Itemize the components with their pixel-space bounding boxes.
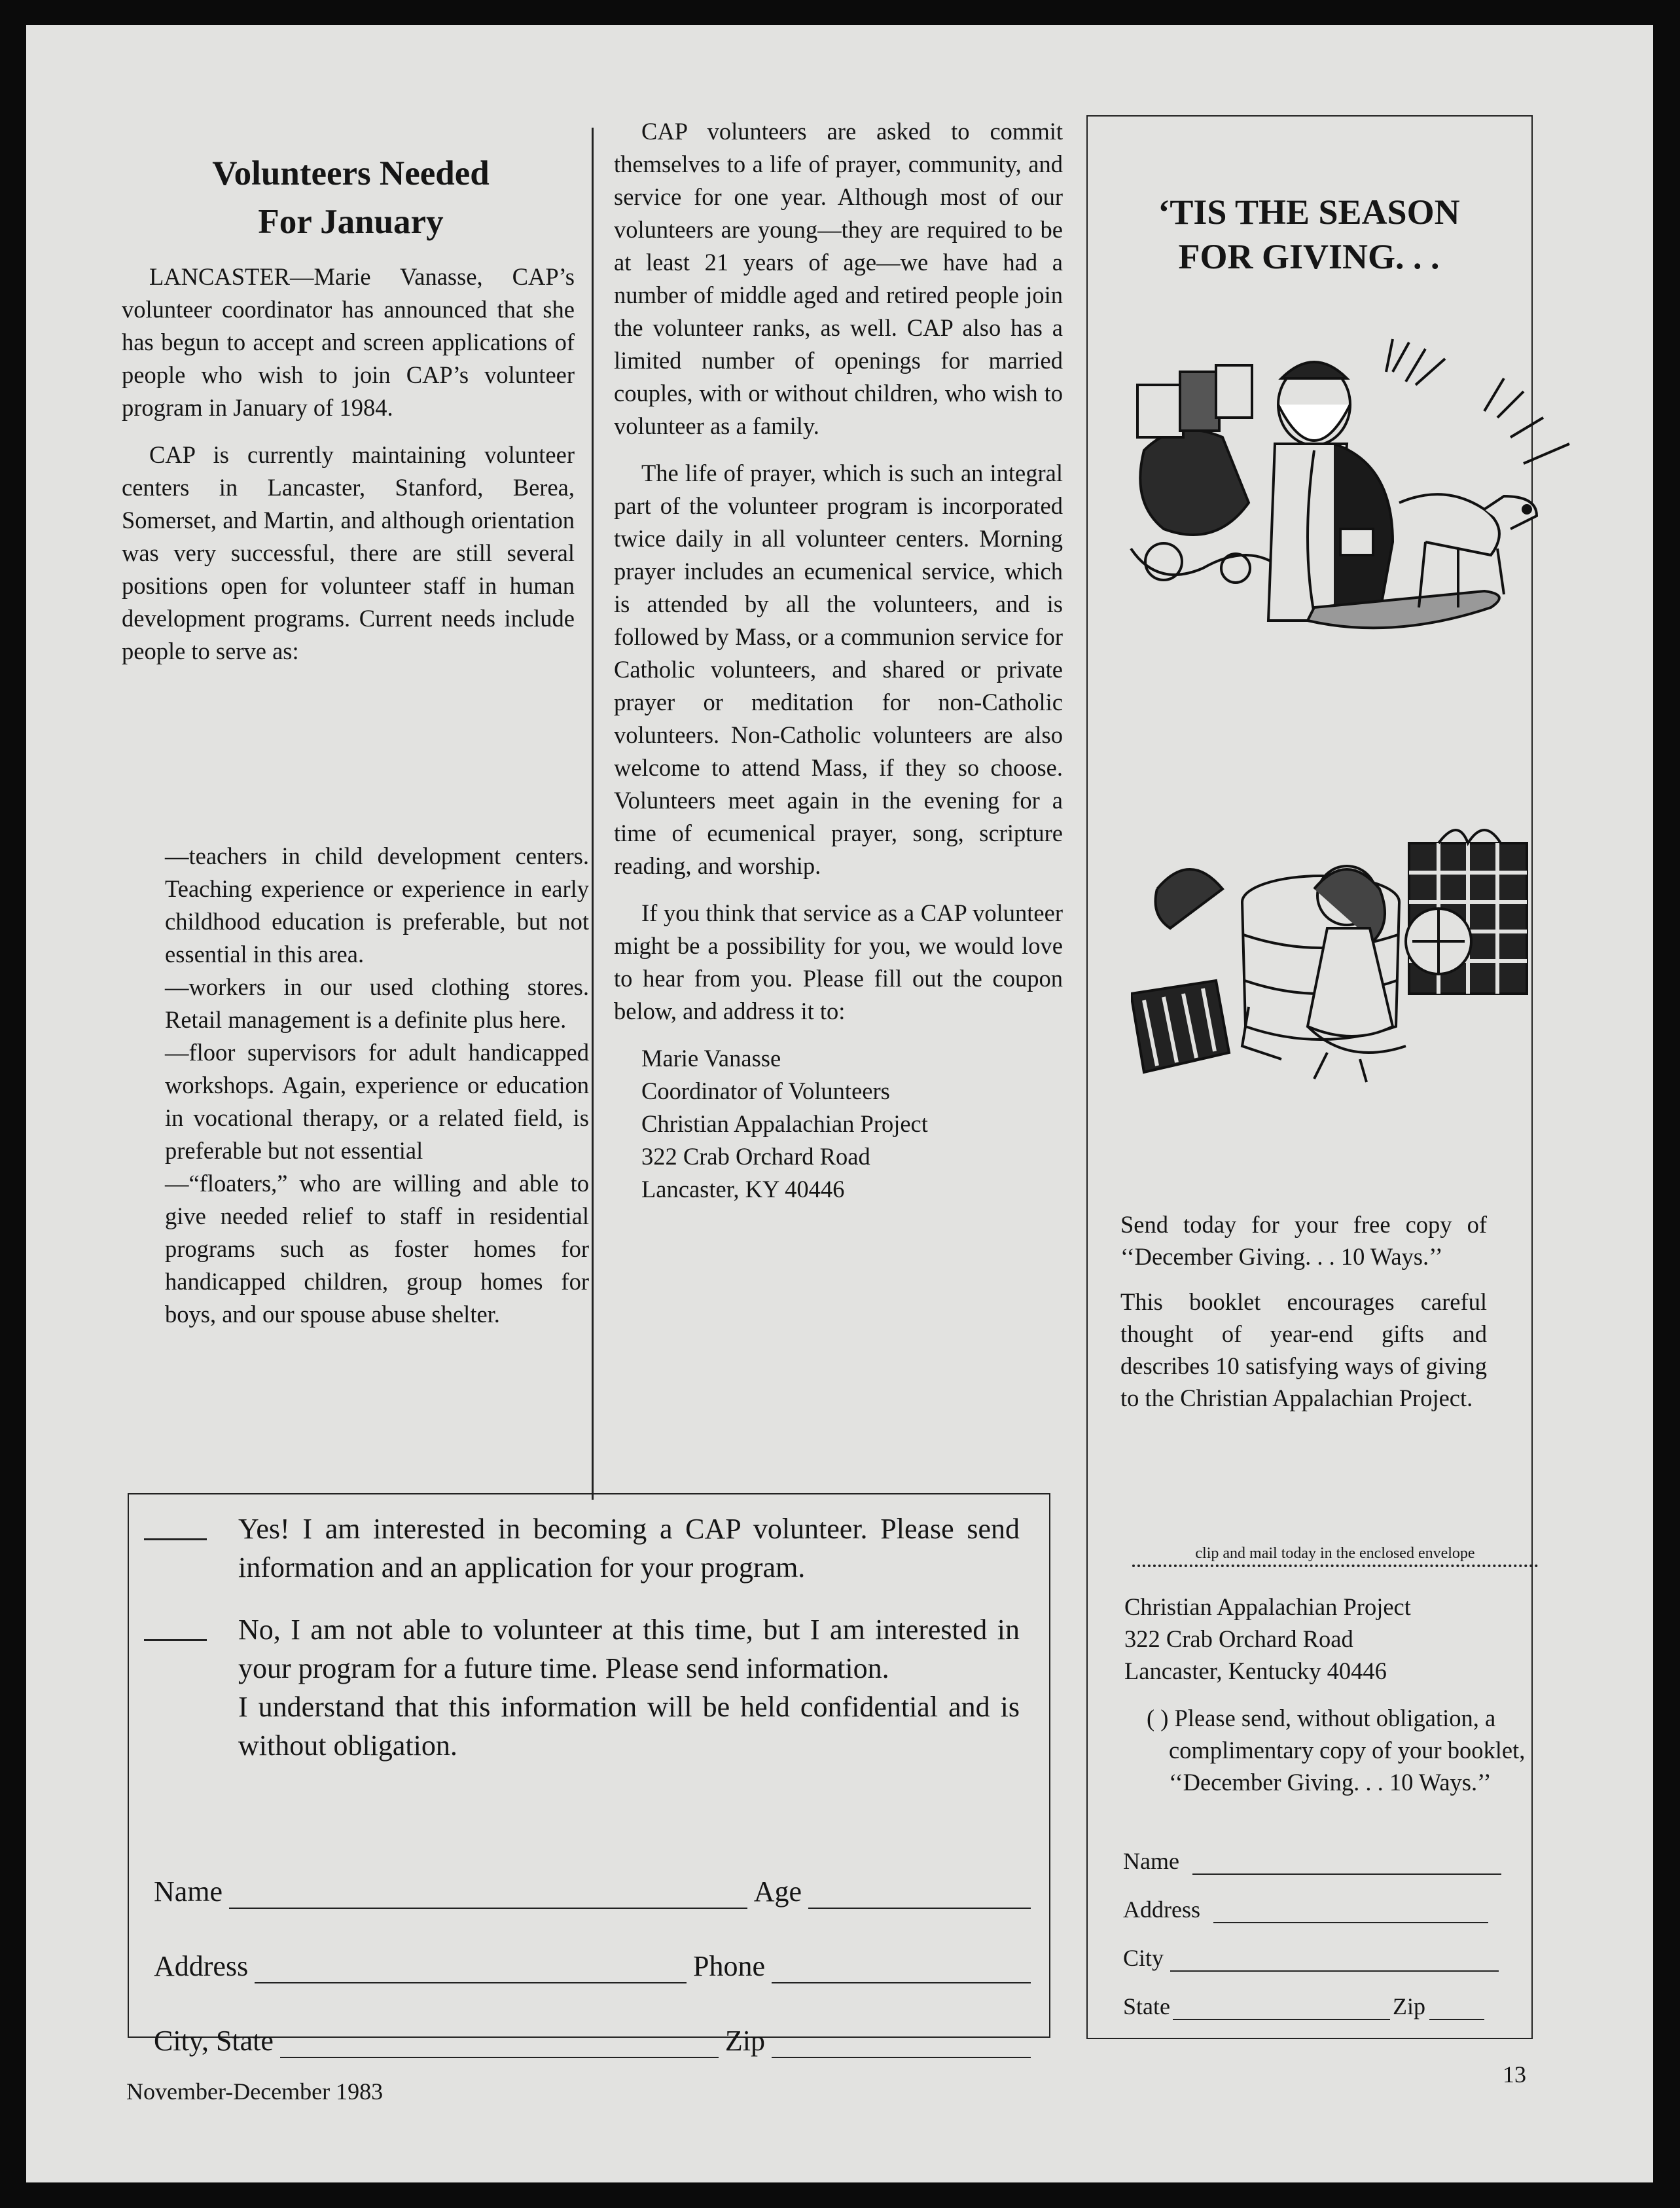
- zip-label: Zip: [1392, 1993, 1425, 2019]
- paragraph: If you think that service as a CAP volunteer might be a possibility for you, we would love to hear from you. Please fill out the coupon below, and address it to:: [614, 899, 1063, 1024]
- middle-article: [614, 115, 1063, 1206]
- phone-field[interactable]: [772, 1957, 1031, 1983]
- paragraph: The life of prayer, which is such an integral part of the volunteer program is incorporated twice daily in all volunteer centers. Morning prayer includes an ecumenical service, which is attended by all the volunteers, and is followed by Mass, or a communion service for Catholic volunteers, and shared or private prayer or meditation for non-Catholic volunteers. Non-Catholic volunteers are also welcome to attend Mass, if they so choose. Volunteers meet again in the evening for a time of ecumenical prayer, song, scripture reading, and worship.: [614, 460, 1063, 879]
- left-article: [122, 149, 580, 246]
- option-no: [144, 1610, 1047, 1765]
- name-field[interactable]: [1192, 1853, 1501, 1875]
- list-item: —floor supervisors for adult handicapped workshops. Again, experience or education in vocational therapy, or a related field, is preferable but not essential: [165, 1039, 589, 1164]
- city-field[interactable]: [1170, 1949, 1499, 1972]
- yes-checkbox-line[interactable]: [144, 1510, 207, 1540]
- address-line: Christian Appalachian Project: [641, 1110, 928, 1137]
- santa-sleigh-illustration: [1118, 333, 1609, 699]
- sidebar-copy: [1120, 1208, 1487, 1414]
- booklet-description: This booklet encourages careful thought of year-end gifts and describes 10 satisfying ways of giving to the Christian Appalachian Project.: [1120, 1288, 1487, 1411]
- paragraph: CAP volunteers are asked to commit themselves to a life of prayer, community, and service for one year. Although most of our volunteers are young—they are required to be at least 21 years of age—we have had a number of middle aged and retired people join the volunteer ranks, as well. CAP also has a limited number of openings for married couples, with or without children, who wish to volunteer as a family.: [614, 118, 1063, 439]
- address-line: Lancaster, Kentucky 40446: [1124, 1657, 1387, 1684]
- name-label: Name: [1123, 1848, 1179, 1874]
- sidebar-row-name: [1123, 1847, 1529, 1875]
- address-line: 322 Crab Orchard Road: [1124, 1625, 1353, 1652]
- clip-line: [1132, 1542, 1538, 1567]
- name-field[interactable]: [229, 1883, 747, 1909]
- sidebar-title: [1086, 190, 1531, 279]
- state-label: State: [1123, 1993, 1170, 2019]
- gifts-toys-illustration: [1131, 810, 1537, 1085]
- sidebar-row-address: [1123, 1896, 1529, 1923]
- list-item: —teachers in child development centers. Teaching experience or experience in early childhood education is preferable, but not essential in this area.: [165, 842, 589, 968]
- clip-note: clip and mail today in the enclosed envelope: [1195, 1545, 1475, 1562]
- coupon-options: [144, 1510, 1047, 1765]
- issue-date: November-December 1983: [126, 2078, 384, 2105]
- sidebar-row-state: [1123, 1993, 1529, 2020]
- magazine-page: [26, 25, 1653, 2182]
- address-label: Address: [1123, 1896, 1200, 1923]
- age-label: Age: [753, 1875, 802, 1908]
- sidebar-title-line-1: ‘TIS THE SEASON: [1158, 192, 1460, 232]
- mailing-address: [614, 1042, 1063, 1206]
- address-line: 322 Crab Orchard Road: [641, 1143, 870, 1170]
- sidebar-row-city: [1123, 1944, 1529, 1972]
- confidential-note: I understand that this information will be held confidential and is without obligation.: [238, 1691, 1020, 1762]
- column-divider: [592, 128, 594, 1500]
- option-yes: [144, 1510, 1047, 1587]
- needs-list: [165, 840, 589, 1331]
- coupon-row-name: [154, 1875, 1031, 1909]
- address-field[interactable]: [255, 1957, 687, 1983]
- zip-field[interactable]: [1429, 1998, 1484, 2020]
- left-article-body: [122, 261, 575, 682]
- paragraph: LANCASTER—Marie Vanasse, CAP’s volunteer coordinator has announced that she has begun to accept and screen applications of people who wish to join CAP’s volunteer program in January of 1984.: [122, 263, 575, 421]
- article-headline: [122, 149, 580, 246]
- address-label: Address: [154, 1950, 249, 1982]
- booklet-request-text: ( ) Please send, without obligation, a complimentary copy of your booklet, ‘‘December Giving. . . 10 Ways.’’: [1147, 1705, 1526, 1796]
- address-field[interactable]: [1213, 1901, 1488, 1923]
- sidebar-mail-address: [1124, 1591, 1491, 1687]
- headline-line-2: For January: [258, 203, 444, 241]
- coupon-row-address: [154, 1949, 1031, 1983]
- city-state-label: City, State: [154, 2025, 274, 2057]
- send-today-text: Send today for your free copy of ‘‘December Giving. . . 10 Ways.’’: [1120, 1211, 1487, 1270]
- page-number: 13: [1503, 2061, 1526, 2088]
- no-checkbox-line[interactable]: [144, 1610, 207, 1641]
- city-label: City: [1123, 1945, 1164, 1971]
- needs-list-container: [165, 840, 589, 1331]
- name-label: Name: [154, 1875, 223, 1908]
- address-line: Lancaster, KY 40446: [641, 1176, 845, 1203]
- zip-label: Zip: [724, 2025, 765, 2057]
- address-line: Coordinator of Volunteers: [641, 1077, 890, 1104]
- list-item: —“floaters,” who are willing and able to give needed relief to staff in residential programs such as foster homes for handicapped children, group homes for boys, and our spouse abuse shelter.: [165, 1170, 589, 1328]
- coupon-row-city: [154, 2024, 1031, 2058]
- address-line: Marie Vanasse: [641, 1045, 781, 1072]
- city-state-field[interactable]: [280, 2032, 719, 2058]
- zip-field[interactable]: [772, 2032, 1031, 2058]
- option-yes-text: Yes! I am interested in becoming a CAP volunteer. Please send information and an application for your program.: [238, 1513, 1020, 1584]
- sidebar-title-line-2: FOR GIVING. . .: [1178, 237, 1440, 276]
- address-line: Christian Appalachian Project: [1124, 1593, 1411, 1620]
- age-field[interactable]: [808, 1883, 1031, 1909]
- phone-label: Phone: [693, 1950, 765, 1982]
- state-field[interactable]: [1173, 1998, 1390, 2020]
- headline-line-1: Volunteers Needed: [212, 154, 490, 192]
- option-no-text: No, I am not able to volunteer at this time, but I am interested in your program for a future time. Please send information.: [238, 1614, 1020, 1684]
- paragraph: CAP is currently maintaining volunteer centers in Lancaster, Stanford, Berea, Somerset, and Martin, and although orientation was very successful, there are still several positions open for volunteer staff in human development programs. Current needs include people to serve as:: [122, 441, 575, 664]
- list-item: —workers in our used clothing stores. Retail management is a definite plus here.: [165, 973, 589, 1033]
